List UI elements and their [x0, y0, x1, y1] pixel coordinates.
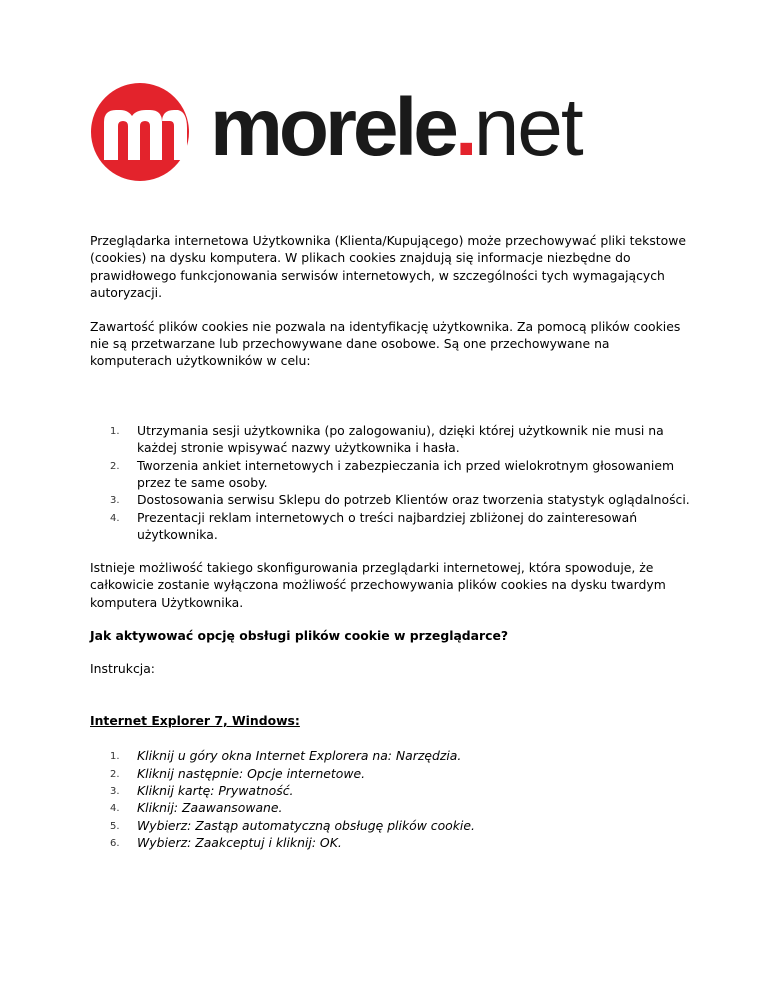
step-item	[90, 765, 690, 782]
list-number: 1.	[110, 425, 120, 437]
paragraph-disable-cookies: Istnieje możliwość takiego skonfigurowania przeglądarki internetowej, która spowoduje, że całkowicie zostanie wyłączona możliwość przechowywania plików cookies na dysku twardym komputera Użytkownika.	[90, 559, 666, 610]
step-number: 3.	[110, 785, 120, 797]
list-number: 3.	[110, 495, 120, 507]
step-item	[90, 817, 690, 834]
list-item-text: Tworzenia ankiet internetowych i zabezpieczania ich przed wielokrotnym głosowaniem przez te same osoby.	[137, 457, 675, 491]
list-item	[90, 509, 690, 544]
document-body	[90, 232, 690, 852]
step-number: 5.	[110, 820, 120, 832]
question-heading: Jak aktywować opcję obsługi plików cookie w przeglądarce?	[90, 627, 509, 643]
steps-list	[90, 747, 690, 851]
step-item	[90, 799, 690, 816]
step-number: 1.	[110, 751, 120, 763]
step-text: Kliknij u góry okna Internet Explorera na: Narzędzia.	[137, 748, 462, 764]
logo-name: morele	[210, 82, 455, 173]
step-number: 4.	[110, 803, 120, 815]
list-item	[90, 491, 690, 508]
logo-dot: .	[454, 82, 474, 173]
purpose-list	[90, 422, 690, 544]
step-number: 2.	[110, 768, 120, 780]
list-item	[90, 422, 690, 457]
list-number: 4.	[110, 512, 120, 524]
step-item	[90, 747, 690, 764]
paragraph-intro: Przeglądarka internetowa Użytkownika (Klienta/Kupującego) może przechowywać pliki tekstowe (cookies) na dysku komputera. W plikach cookies znajdują się informacje niezbędne do prawidłowego funkcjonowania serwisów internetowych, w szczególności tych wymagających autoryzacji.	[90, 233, 686, 301]
instructions-label: Instrukcja:	[90, 661, 155, 677]
list-item-text: Prezentacji reklam internetowych o treści najbardziej zbliżonej do zainteresowań użytkownika.	[137, 509, 638, 543]
step-item	[90, 782, 690, 799]
step-text: Wybierz: Zastąp automatyczną obsługę plików cookie.	[137, 817, 475, 833]
browser-heading: Internet Explorer 7, Windows:	[90, 712, 300, 728]
list-number: 2.	[110, 460, 120, 472]
logo-tld: net	[473, 82, 582, 173]
step-text: Kliknij: Zaawansowane.	[137, 800, 283, 816]
step-number: 6.	[110, 838, 120, 850]
list-item-text: Utrzymania sesji użytkownika (po zalogowaniu), dzięki której użytkownik nie musi na każdej stronie wpisywać nazwy użytkownika i hasła.	[137, 422, 664, 456]
step-text: Kliknij następnie: Opcje internetowe.	[137, 765, 366, 781]
paragraph-purpose: Zawartość plików cookies nie pozwala na identyfikację użytkownika. Za pomocą plików cookies nie są przetwarzane lub przechowywane dane osobowe. Są one przechowywane na komputerach użytkowników w celu:	[90, 318, 681, 369]
logo-wordmark	[210, 78, 582, 178]
list-item	[90, 457, 690, 492]
morele-logo	[90, 82, 582, 182]
step-text: Wybierz: Zaakceptuj i kliknij: OK.	[137, 835, 342, 851]
morele-logo-mark-icon	[90, 82, 190, 182]
step-item	[90, 834, 690, 851]
step-text: Kliknij kartę: Prywatność.	[137, 782, 294, 798]
list-item-text: Dostosowania serwisu Sklepu do potrzeb Klientów oraz tworzenia statystyk oglądalności.	[137, 492, 690, 508]
